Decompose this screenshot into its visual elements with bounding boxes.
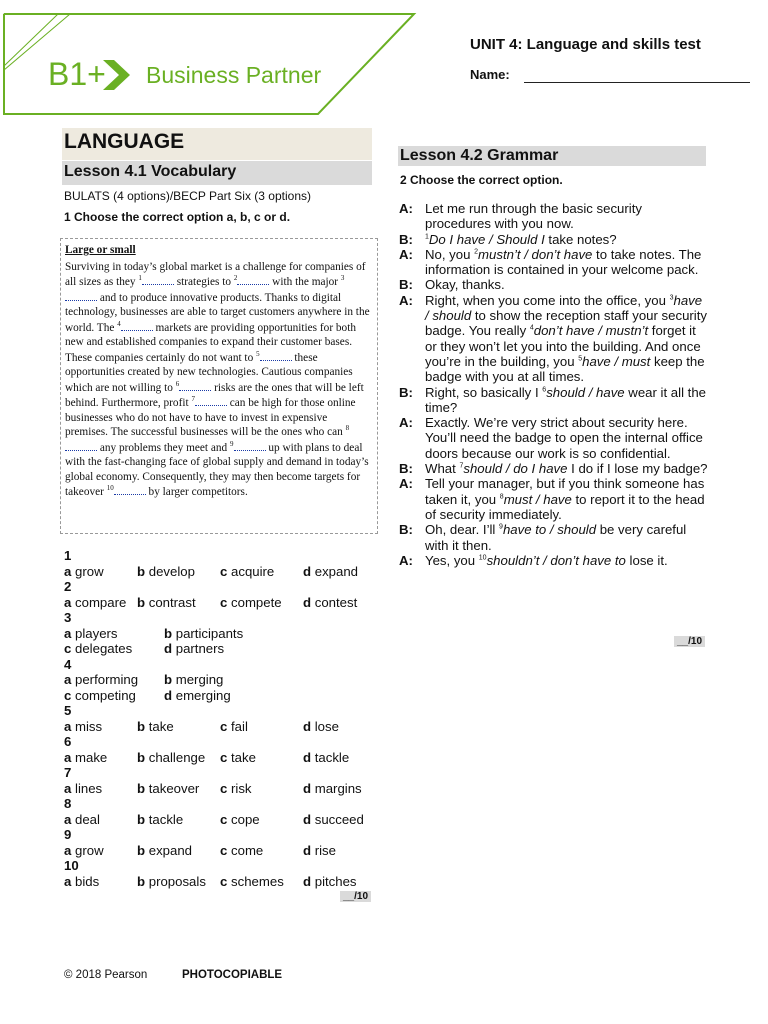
name-label: Name: bbox=[470, 67, 510, 82]
passage-text: Surviving in today’s global market is a challenge for companies of all sizes as they $^1$ strategies to $^2$ with the major $^3$ and to produce innovative products. Thanks to digital technology, businesses are able to target customers anywhere in the world. The $^4$ markets are providing opportunities for both new and established companies to expand their customer bases. These companies certainly do not want to $^5$ these opportunities created by new technologies. Cautious companies which are not willing to $^6$ risks are the ones that will be left behind. Furthermore, profit $^7$ can be high for those online businesses who do not have to have to invest in expensive premises. The successful businesses will be the ones who can $^8$ any problems they meet and $^9$ up with plans to deal with the fast-changing face of global supply and demand in today’s global economy. Consequently, they may then become targets for takeover $^{10}$ by larger competitors. bbox=[65, 260, 370, 498]
gap-9[interactable] bbox=[234, 440, 266, 451]
chevron-icon bbox=[103, 60, 130, 90]
choice-1[interactable]: Do I have / Should I bbox=[428, 231, 545, 247]
gap-7[interactable] bbox=[195, 395, 227, 406]
photocopiable-label: PHOTOCOPIABLE bbox=[182, 969, 283, 981]
gap-5[interactable] bbox=[260, 350, 292, 361]
q1-opt-c[interactable]: c acquire bbox=[220, 563, 275, 579]
q1-opt-d[interactable]: d expand bbox=[303, 563, 358, 579]
q5: 5 a miss b take c fail d lose bbox=[64, 703, 339, 734]
q5-opt-b[interactable]: b take bbox=[137, 718, 174, 734]
lesson-41-title: Lesson 4.1 Vocabulary bbox=[64, 163, 237, 180]
grammar-instruction: 2 Choose the correct option. bbox=[400, 173, 563, 187]
q2-opt-b[interactable]: b contrast bbox=[137, 594, 196, 610]
gap-1[interactable] bbox=[142, 274, 174, 285]
q6-opt-a[interactable]: a make bbox=[64, 749, 108, 765]
q5-opt-a[interactable]: a miss bbox=[64, 718, 103, 734]
q3-opt-b[interactable]: b participants bbox=[164, 625, 244, 641]
q7: 7 a lines b takeover c risk d margins bbox=[64, 765, 362, 796]
q9: 9 a grow b expand c come d rise bbox=[64, 827, 336, 858]
q8-opt-a[interactable]: a deal bbox=[64, 811, 100, 827]
gap-10[interactable] bbox=[114, 484, 146, 495]
choice-4[interactable]: don’t have / mustn’t bbox=[533, 323, 649, 339]
q3-opt-a[interactable]: a players bbox=[64, 625, 118, 641]
q1-opt-b[interactable]: b develop bbox=[137, 563, 195, 579]
gap-2[interactable] bbox=[237, 274, 269, 285]
q2-opt-d[interactable]: d contest bbox=[303, 594, 358, 610]
passage-title: Large or small bbox=[65, 244, 136, 256]
choice-5[interactable]: have / must bbox=[582, 353, 651, 369]
choice-10[interactable]: shouldn’t / don’t have to bbox=[486, 552, 626, 568]
q1-opt-a[interactable]: a grow bbox=[64, 563, 104, 579]
gap-3[interactable] bbox=[65, 290, 97, 301]
q8-opt-b[interactable]: b tackle bbox=[137, 811, 184, 827]
choice-7[interactable]: should / do I have bbox=[463, 461, 568, 477]
unit-title: UNIT 4: Language and skills test bbox=[470, 36, 701, 53]
gap-6[interactable] bbox=[179, 380, 211, 391]
gap-8[interactable] bbox=[65, 440, 97, 451]
q10-opt-d[interactable]: d pitches bbox=[303, 873, 357, 889]
q9-opt-b[interactable]: b expand bbox=[137, 842, 192, 858]
choice-9[interactable]: have to / should bbox=[502, 522, 597, 538]
gap-4[interactable] bbox=[121, 320, 153, 331]
q7-opt-a[interactable]: a lines bbox=[64, 780, 103, 796]
q7-opt-c[interactable]: c risk bbox=[220, 780, 252, 796]
choice-3[interactable]: have / should bbox=[425, 292, 703, 324]
grammar-score: __/10 bbox=[674, 636, 705, 647]
q3: 3 a players b participants c delegates d partners bbox=[64, 610, 244, 656]
choice-2[interactable]: mustn’t / don’t have bbox=[478, 246, 593, 262]
q8-opt-c[interactable]: c cope bbox=[220, 811, 260, 827]
brand-level: B1+ bbox=[48, 56, 106, 92]
name-field[interactable] bbox=[524, 81, 750, 83]
q7-opt-b[interactable]: b takeover bbox=[137, 780, 200, 796]
q7-opt-d[interactable]: d margins bbox=[303, 780, 362, 796]
q4-opt-c[interactable]: c competing bbox=[64, 687, 136, 703]
q6-opt-c[interactable]: c take bbox=[220, 749, 256, 765]
q4-opt-a[interactable]: a performing bbox=[64, 672, 139, 687]
q2-opt-c[interactable]: c compete bbox=[220, 594, 282, 610]
q6: 6 a make b challenge c take d tackle bbox=[64, 734, 350, 765]
q9-opt-d[interactable]: d rise bbox=[303, 842, 336, 858]
choice-6[interactable]: should / have bbox=[546, 384, 625, 400]
q2: 2 a compare b contrast c compete d contest bbox=[64, 579, 358, 610]
q4-opt-d[interactable]: d emerging bbox=[164, 687, 231, 703]
q8-opt-d[interactable]: d succeed bbox=[303, 811, 364, 827]
q10-opt-b[interactable]: b proposals bbox=[137, 873, 206, 889]
brand-name: Business Partner bbox=[146, 62, 322, 88]
reading-passage bbox=[60, 238, 378, 534]
q4: 4 a performing b merging c competing d emerging bbox=[64, 656, 231, 703]
q3-opt-d[interactable]: d partners bbox=[164, 641, 225, 656]
q6-opt-d[interactable]: d tackle bbox=[303, 749, 350, 765]
language-heading: LANGUAGE bbox=[64, 130, 185, 153]
q4-opt-b[interactable]: b merging bbox=[164, 672, 224, 687]
grammar-dialogue: A: Let me run through the basic security procedures with you now. B: $^1$Do I have / Should I take notes? A: No, you $^2$mustn’t / don’t have to take notes. The information is contained in your welcome pack. B: Okay, thanks. A: Right, when you come into the office, you $^3$have / should to show the reception staff your security badge. You really $^4$don’t have / mustn’t forget it or they won’t let you into the building. And once you’re in the building, you $^5$have / must keep the badge with you at all times. B: Right, so basically I $^6$should / have wear it all the time? A: Exactly. We’re very strict about security here. You’ll need the badge to open the internal office doors because our work is so confidential. B: What $^7$should / do I have I do if I lose my badge? A: Tell your manager, but if you think someone has taken it, you $^8$must / have to report it to the head of security immediately. B: Oh, dear. I’ll $^9$have to / should be very careful with it then. A: Yes, you $^{10}$shouldn’t / don’t have to lose it. bbox=[399, 201, 708, 568]
q10-opt-a[interactable]: a bids bbox=[64, 873, 100, 889]
vocab-questions bbox=[64, 548, 374, 889]
q8: 8 a deal b tackle c cope d succeed bbox=[64, 796, 364, 827]
choice-8[interactable]: must / have bbox=[503, 491, 572, 507]
lesson-42-title: Lesson 4.2 Grammar bbox=[400, 147, 559, 164]
q5-opt-c[interactable]: c fail bbox=[220, 718, 248, 734]
q1: 1 a grow b develop c acquire d expand bbox=[64, 548, 358, 579]
vocab-instruction: 1 Choose the correct option a, b, c or d. bbox=[64, 210, 291, 224]
q10-opt-c[interactable]: c schemes bbox=[220, 873, 284, 889]
q9-opt-a[interactable]: a grow bbox=[64, 842, 104, 858]
q9-opt-c[interactable]: c come bbox=[220, 842, 264, 858]
q6-opt-b[interactable]: b challenge bbox=[137, 749, 206, 765]
q2-opt-a[interactable]: a compare bbox=[64, 594, 127, 610]
vocab-score: __/10 bbox=[340, 891, 371, 902]
q5-opt-d[interactable]: d lose bbox=[303, 718, 339, 734]
exam-note: BULATS (4 options)/BECP Part Six (3 options) bbox=[64, 189, 311, 203]
copyright: © 2018 Pearson bbox=[64, 969, 148, 981]
q10: 10 a bids b proposals c schemes d pitches bbox=[64, 858, 357, 889]
q3-opt-c[interactable]: c delegates bbox=[64, 641, 133, 656]
